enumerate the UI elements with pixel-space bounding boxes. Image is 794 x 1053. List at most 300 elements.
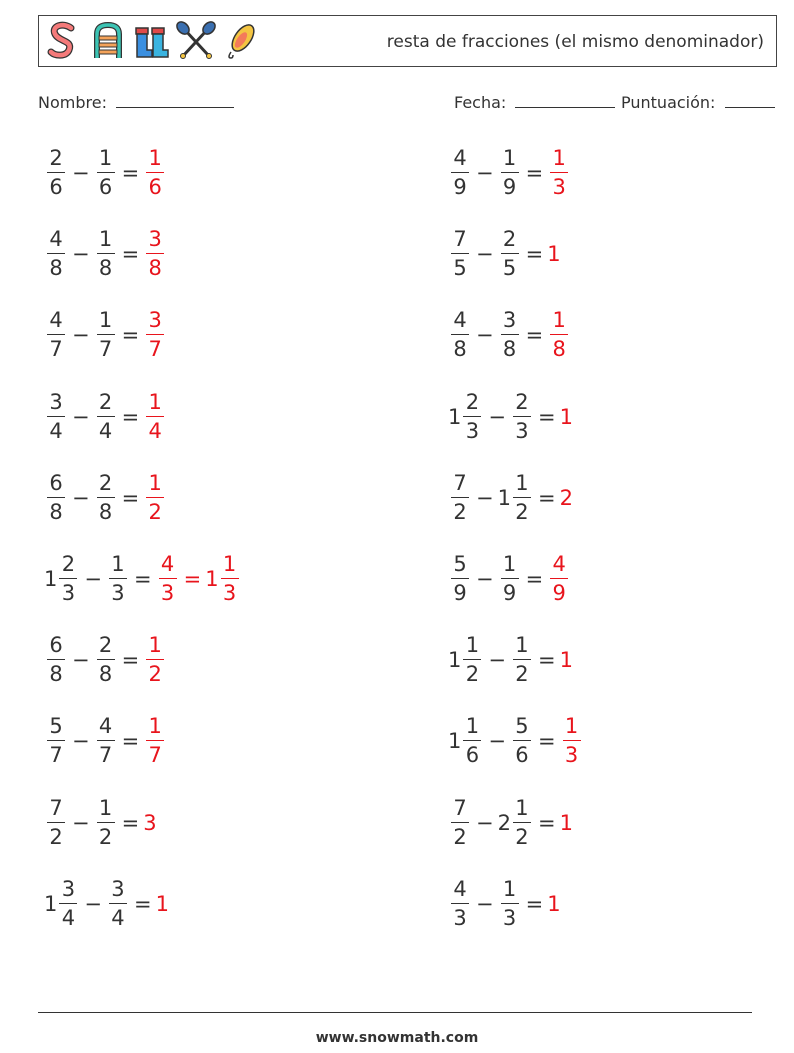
minus-sign: − — [72, 323, 90, 348]
answer — [143, 310, 167, 360]
whole-part: 1 — [559, 648, 573, 673]
numerator: 4 — [451, 310, 469, 335]
whole-part: 2 — [497, 810, 511, 835]
denominator: 2 — [515, 499, 529, 524]
problem-13 — [44, 628, 167, 692]
equals-sign: = — [537, 729, 556, 754]
equals-sign: = — [537, 404, 556, 429]
denominator: 3 — [502, 905, 517, 930]
numerator: 7 — [451, 473, 469, 498]
numerator: 1 — [97, 798, 115, 823]
denominator: 3 — [61, 581, 76, 605]
minus-sign: − — [488, 648, 506, 673]
mixed-number — [94, 635, 118, 685]
mixed-number — [547, 148, 571, 198]
header-box — [38, 15, 777, 67]
whole-part: 1 — [559, 810, 573, 835]
problem-7 — [44, 385, 167, 449]
fraction — [451, 470, 469, 524]
fraction — [550, 554, 568, 604]
fraction — [451, 554, 469, 604]
footer-url: www.snowmath.com — [315, 1030, 479, 1046]
mixed-number — [448, 716, 484, 766]
mixed-number — [448, 876, 472, 930]
fraction — [146, 148, 164, 198]
problem-11 — [44, 547, 242, 611]
mixed-number — [498, 310, 522, 360]
answer — [547, 310, 571, 360]
mixed-number — [547, 310, 571, 360]
fraction — [47, 635, 65, 685]
problem-8 — [448, 385, 572, 449]
problem-3 — [44, 222, 167, 286]
mixed-number — [94, 795, 118, 849]
denominator: 3 — [111, 581, 125, 605]
mixed-number — [143, 310, 167, 360]
denominator: 9 — [552, 581, 566, 605]
denominator: 6 — [148, 175, 162, 199]
equals-sign: = — [183, 567, 202, 591]
minus-sign: − — [72, 729, 90, 754]
numerator: 4 — [47, 229, 65, 254]
fraction — [97, 148, 115, 198]
problem-17 — [44, 791, 156, 855]
numerator: 1 — [97, 148, 115, 173]
numerator: 7 — [451, 798, 469, 823]
numerator: 1 — [97, 229, 115, 254]
denominator: 3 — [222, 581, 237, 605]
equals-sign: = — [537, 648, 556, 673]
minus-sign: − — [488, 729, 506, 754]
whole-part: 2 — [559, 485, 573, 510]
denominator: 2 — [49, 824, 63, 849]
score-blank[interactable] — [725, 93, 775, 108]
footer-divider — [38, 1012, 752, 1013]
denominator: 3 — [552, 175, 566, 199]
answer — [143, 716, 167, 766]
denominator: 6 — [98, 175, 113, 199]
denominator: 7 — [148, 337, 162, 362]
problem-9 — [44, 466, 167, 530]
whole-part: 3 — [143, 810, 157, 835]
mixed-number — [205, 554, 241, 604]
mixed-number — [448, 470, 472, 524]
answer — [143, 635, 167, 685]
fraction — [451, 148, 469, 198]
fraction — [47, 716, 65, 766]
mixed-number — [448, 795, 472, 849]
mixed-number — [143, 811, 155, 835]
fraction — [47, 389, 65, 443]
answer — [547, 242, 559, 266]
mixed-number — [498, 554, 522, 604]
mixed-number — [560, 811, 572, 835]
problem-14 — [448, 628, 572, 692]
fraction — [97, 470, 115, 524]
denominator: 3 — [453, 905, 467, 930]
score-field — [621, 93, 775, 112]
header-icons — [43, 20, 261, 64]
worm-icon — [43, 20, 85, 62]
numerator: 2 — [47, 148, 65, 173]
fraction — [59, 876, 77, 930]
answer — [560, 405, 572, 429]
mixed-number — [94, 148, 118, 198]
numerator: 4 — [47, 310, 65, 335]
whole-part: 1 — [44, 567, 58, 591]
denominator: 2 — [453, 499, 467, 524]
mixed-number — [560, 716, 584, 766]
fraction — [451, 876, 469, 930]
numerator: 4 — [159, 554, 177, 579]
denominator: 8 — [49, 256, 63, 281]
fraction — [501, 148, 519, 198]
answer — [560, 486, 572, 510]
numerator: 1 — [146, 635, 164, 660]
answer — [156, 554, 242, 604]
denominator: 8 — [98, 499, 113, 524]
numerator: 5 — [47, 716, 65, 741]
mixed-number — [44, 470, 68, 524]
denominator: 2 — [148, 499, 162, 524]
mixed-number — [143, 229, 167, 279]
numerator: 3 — [146, 310, 164, 335]
boots-icon — [131, 20, 173, 62]
equals-sign: = — [133, 567, 152, 591]
mixed-number — [448, 229, 472, 279]
mixed-number — [156, 892, 168, 916]
mixed-number — [44, 554, 80, 604]
mixed-number — [143, 470, 167, 524]
mixed-number — [448, 554, 472, 604]
numerator: 1 — [221, 554, 239, 579]
equals-sign: = — [525, 242, 544, 267]
fraction — [146, 470, 164, 524]
fraction — [463, 635, 481, 685]
fraction — [146, 635, 164, 685]
ladder-icon — [87, 20, 129, 62]
numerator: 2 — [59, 554, 77, 579]
fraction — [550, 310, 568, 360]
numerator: 1 — [513, 798, 531, 823]
name-field — [38, 93, 234, 112]
minus-sign: − — [476, 323, 494, 348]
equals-sign: = — [525, 891, 544, 916]
numerator: 1 — [146, 716, 164, 741]
equals-sign: = — [121, 485, 140, 510]
problem-2 — [448, 141, 571, 205]
mixed-number — [547, 242, 559, 266]
equals-sign: = — [121, 810, 140, 835]
numerator: 1 — [146, 473, 164, 498]
fraction — [159, 554, 177, 604]
problem-10 — [448, 466, 572, 530]
numerator: 6 — [47, 635, 65, 660]
equals-sign: = — [121, 729, 140, 754]
fraction — [501, 554, 519, 604]
fraction — [47, 229, 65, 279]
denominator: 6 — [515, 743, 529, 768]
fraction — [501, 876, 519, 930]
numerator: 1 — [501, 554, 519, 579]
denominator: 8 — [502, 337, 517, 362]
fraction — [501, 310, 519, 360]
problem-4 — [448, 222, 560, 286]
numerator: 4 — [97, 716, 115, 741]
answer — [547, 554, 571, 604]
mixed-number — [94, 389, 118, 443]
numerator: 1 — [97, 310, 115, 335]
mixed-number — [498, 229, 522, 279]
denominator: 4 — [61, 905, 76, 930]
mixed-number — [560, 486, 572, 510]
denominator: 8 — [49, 662, 63, 687]
denominator: 9 — [453, 581, 467, 605]
numerator: 1 — [109, 554, 127, 579]
denominator: 9 — [502, 581, 517, 605]
fraction — [550, 148, 568, 198]
fraction — [451, 795, 469, 849]
denominator: 7 — [98, 743, 113, 768]
date-field — [454, 93, 615, 112]
denominator: 3 — [465, 418, 480, 443]
mixed-number — [106, 554, 130, 604]
numerator: 3 — [47, 392, 65, 417]
fraction — [513, 635, 531, 685]
fraction — [97, 635, 115, 685]
equals-sign: = — [133, 891, 152, 916]
numerator: 1 — [501, 879, 519, 904]
denominator: 9 — [453, 175, 467, 199]
minus-sign: − — [476, 485, 494, 510]
mixed-number — [44, 389, 68, 443]
fraction — [109, 554, 127, 604]
answer — [547, 148, 571, 198]
mixed-number — [44, 229, 68, 279]
problem-20 — [448, 872, 560, 936]
denominator: 4 — [49, 418, 63, 443]
answer — [156, 892, 168, 916]
numerator: 4 — [550, 554, 568, 579]
numerator: 4 — [451, 879, 469, 904]
denominator: 7 — [49, 743, 63, 768]
fraction — [563, 716, 581, 766]
denominator: 7 — [98, 337, 113, 362]
denominator: 2 — [98, 824, 113, 849]
minus-sign: − — [72, 161, 90, 185]
denominator: 4 — [98, 418, 113, 443]
numerator: 2 — [501, 229, 519, 254]
mixed-number — [547, 892, 559, 916]
minus-sign: − — [72, 485, 90, 510]
mixed-number — [44, 310, 68, 360]
fraction — [451, 229, 469, 279]
whole-part: 1 — [547, 891, 561, 916]
mixed-number — [510, 635, 534, 685]
fraction — [513, 795, 531, 849]
mixed-number — [94, 470, 118, 524]
denominator: 3 — [515, 418, 529, 443]
numerator: 7 — [451, 229, 469, 254]
mixed-number — [94, 716, 118, 766]
numerator: 1 — [550, 148, 568, 173]
numerator: 3 — [109, 879, 127, 904]
numerator: 1 — [463, 635, 481, 660]
mixed-number — [497, 470, 534, 524]
equals-sign: = — [525, 161, 544, 185]
fraction — [109, 876, 127, 930]
denominator: 8 — [552, 337, 566, 362]
problem-6 — [448, 303, 571, 367]
fraction — [97, 229, 115, 279]
mixed-number — [448, 635, 484, 685]
mixed-number — [44, 635, 68, 685]
denominator: 2 — [453, 824, 467, 849]
answer — [143, 229, 167, 279]
mixed-number — [448, 310, 472, 360]
fraction — [463, 389, 481, 443]
numerator: 1 — [146, 392, 164, 417]
mixed-number — [106, 876, 130, 930]
denominator: 2 — [148, 662, 162, 687]
minus-sign: − — [488, 404, 506, 429]
numerator: 4 — [451, 148, 469, 173]
equals-sign: = — [121, 161, 140, 185]
minus-sign: − — [72, 648, 90, 673]
fraction — [97, 310, 115, 360]
equals-sign: = — [121, 242, 140, 267]
mixed-number — [497, 795, 534, 849]
denominator: 6 — [49, 175, 63, 199]
answer — [560, 811, 572, 835]
mixed-number — [156, 554, 180, 604]
mixed-number — [143, 635, 167, 685]
fraction — [59, 554, 77, 604]
numerator: 1 — [513, 635, 531, 660]
answer — [560, 716, 584, 766]
equals-sign: = — [537, 485, 556, 510]
numerator: 3 — [501, 310, 519, 335]
whole-part: 1 — [497, 485, 511, 510]
fishing-lure-icon — [219, 20, 261, 62]
fraction — [97, 716, 115, 766]
mixed-number — [448, 148, 472, 198]
whole-part: 1 — [547, 242, 561, 267]
name-label: Nombre: — [38, 93, 107, 112]
denominator: 3 — [564, 743, 579, 768]
mixed-number — [498, 876, 522, 930]
whole-part: 1 — [44, 891, 58, 916]
problem-5 — [44, 303, 167, 367]
numerator: 7 — [47, 798, 65, 823]
minus-sign: − — [476, 891, 494, 916]
problem-19 — [44, 872, 168, 936]
fraction — [221, 554, 239, 604]
fraction — [451, 310, 469, 360]
denominator: 6 — [465, 743, 480, 768]
denominator: 4 — [111, 905, 125, 930]
score-label: Puntuación: — [621, 93, 716, 112]
mixed-number — [143, 716, 167, 766]
minus-sign: − — [476, 242, 494, 267]
numerator: 2 — [513, 392, 531, 417]
mixed-number — [560, 405, 572, 429]
minus-sign: − — [84, 567, 102, 591]
denominator: 9 — [502, 175, 517, 199]
answer — [547, 892, 559, 916]
equals-sign: = — [525, 567, 544, 591]
denominator: 3 — [160, 581, 175, 605]
fraction — [47, 310, 65, 360]
minus-sign: − — [72, 242, 90, 267]
answer — [143, 389, 167, 443]
fraction — [146, 310, 164, 360]
equals-sign: = — [121, 404, 140, 429]
problem-1 — [44, 141, 167, 205]
fraction — [47, 470, 65, 524]
mixed-number — [510, 389, 534, 443]
answer — [143, 470, 167, 524]
answer — [143, 811, 155, 835]
denominator: 2 — [515, 824, 529, 849]
numerator: 5 — [513, 716, 531, 741]
equals-sign: = — [537, 810, 556, 835]
answer — [560, 648, 572, 672]
denominator: 8 — [453, 337, 467, 362]
equals-sign: = — [121, 323, 140, 348]
date-label: Fecha: — [454, 93, 507, 112]
denominator: 7 — [49, 337, 63, 362]
fraction — [513, 470, 531, 524]
mixed-number — [44, 148, 68, 198]
problem-18 — [448, 791, 572, 855]
name-blank[interactable] — [116, 93, 234, 108]
denominator: 8 — [49, 499, 63, 524]
mixed-number — [143, 148, 167, 198]
mixed-number — [94, 310, 118, 360]
fraction — [97, 795, 115, 849]
numerator: 2 — [97, 635, 115, 660]
mixed-number — [560, 648, 572, 672]
whole-part: 1 — [205, 567, 219, 591]
minus-sign: − — [72, 404, 90, 429]
problem-12 — [448, 547, 571, 611]
crossed-paddles-icon — [175, 20, 217, 62]
numerator: 1 — [513, 473, 531, 498]
denominator: 7 — [148, 743, 162, 768]
fraction — [501, 229, 519, 279]
whole-part: 1 — [448, 404, 462, 429]
whole-part: 1 — [448, 648, 462, 673]
numerator: 2 — [97, 473, 115, 498]
mixed-number — [448, 389, 484, 443]
problem-15 — [44, 709, 167, 773]
worksheet-title: resta de fracciones (el mismo denominador) — [386, 32, 764, 52]
minus-sign: − — [476, 161, 494, 185]
minus-sign: − — [84, 891, 102, 916]
answer — [143, 148, 167, 198]
minus-sign: − — [476, 810, 494, 835]
numerator: 1 — [463, 716, 481, 741]
fraction — [97, 389, 115, 443]
denominator: 2 — [465, 662, 480, 687]
fraction — [146, 716, 164, 766]
date-blank[interactable] — [515, 93, 615, 108]
denominator: 4 — [148, 418, 162, 443]
denominator: 8 — [148, 256, 162, 281]
mixed-number — [44, 795, 68, 849]
mixed-number — [510, 716, 534, 766]
